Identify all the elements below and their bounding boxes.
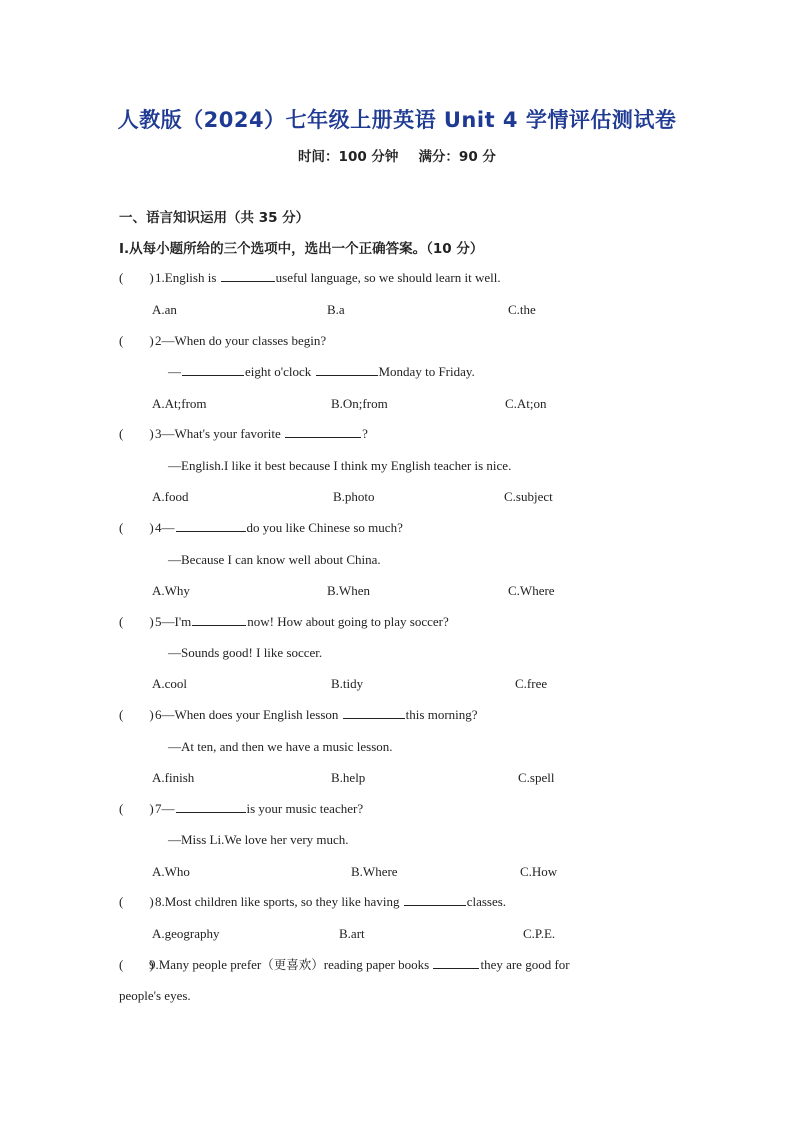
answer-blank[interactable] <box>404 892 466 906</box>
question-9: ( )9.Many people prefer（更喜欢）reading paper books they are good for <box>119 955 570 975</box>
option-b: B.a <box>327 302 345 317</box>
option-b: B.art <box>339 926 365 941</box>
answer-blank[interactable] <box>176 518 246 532</box>
question-7-reply: —Miss Li.We love her very much. <box>168 832 349 847</box>
option-b: B.Where <box>351 864 398 879</box>
question-5: ( )5—I'm now! How about going to play soccer? <box>119 612 449 632</box>
answer-parentheses[interactable]: ( ) <box>119 801 154 816</box>
option-b: B.When <box>327 583 370 598</box>
question-4-reply: —Because I can know well about China. <box>168 552 381 567</box>
answer-parentheses[interactable]: ( ) <box>119 520 154 535</box>
option-a: A.At;from <box>152 396 207 411</box>
option-b: B.On;from <box>331 396 388 411</box>
total-score: 满分：90 分 <box>418 149 496 165</box>
answer-parentheses[interactable]: ( ) <box>119 270 154 285</box>
section-instruction: I.从每小题所给的三个选项中，选出一个正确答案。（10 分） <box>119 241 484 257</box>
answer-blank[interactable] <box>285 424 361 438</box>
option-b: B.photo <box>333 489 375 504</box>
option-b: B.help <box>331 770 366 785</box>
question-3-reply: —English.I like it best because I think my English teacher is nice. <box>168 458 512 473</box>
option-c: C.the <box>508 302 536 317</box>
question-4: ( )4— do you like Chinese so much? <box>119 518 403 538</box>
answer-parentheses[interactable]: ( ) <box>119 894 154 909</box>
question-8: ( )8.Most children like sports, so they like having classes. <box>119 892 506 912</box>
answer-parentheses[interactable]: ( ) <box>119 426 154 441</box>
answer-parentheses[interactable]: ( ) <box>119 957 154 972</box>
option-a: A.Who <box>152 864 190 879</box>
question-1: ( )1.English is useful language, so we should learn it well. <box>119 268 501 288</box>
exam-meta <box>0 145 794 165</box>
option-a: A.Why <box>152 583 190 598</box>
option-c: C.At;on <box>505 396 547 411</box>
question-5-reply: —Sounds good! I like soccer. <box>168 645 323 660</box>
answer-blank[interactable] <box>433 955 479 969</box>
answer-parentheses[interactable]: ( ) <box>119 333 154 348</box>
question-6: ( )6—When does your English lesson this morning? <box>119 705 478 725</box>
option-c: C.subject <box>504 489 553 504</box>
question-7: ( )7— is your music teacher? <box>119 799 363 819</box>
option-b: B.tidy <box>331 676 364 691</box>
option-c: C.free <box>515 676 548 691</box>
option-a: A.cool <box>152 676 188 691</box>
answer-blank[interactable] <box>176 799 246 813</box>
question-6-reply: —At ten, and then we have a music lesson. <box>168 739 393 754</box>
page-title: 人教版（2024）七年级上册英语 Unit 4 学情评估测试卷 <box>117 108 677 132</box>
question-3: ( )3—What's your favorite ? <box>119 424 368 444</box>
answer-parentheses[interactable]: ( ) <box>119 707 154 722</box>
answer-blank[interactable] <box>343 705 405 719</box>
answer-blank[interactable] <box>316 362 378 376</box>
option-a: A.geography <box>152 926 220 941</box>
answer-blank[interactable] <box>182 362 244 376</box>
option-a: A.food <box>152 489 189 504</box>
answer-blank[interactable] <box>221 268 275 282</box>
question-2-reply: — eight o'clock Monday to Friday. <box>168 364 475 379</box>
option-c: C.P.E. <box>523 926 556 941</box>
option-a: A.finish <box>152 770 195 785</box>
option-c: C.Where <box>508 583 555 598</box>
answer-blank[interactable] <box>192 612 246 626</box>
question-2: ( )2—When do your classes begin? <box>119 331 326 351</box>
option-c: C.spell <box>518 770 555 785</box>
answer-parentheses[interactable]: ( ) <box>119 614 154 629</box>
time-limit: 时间：100 分钟 <box>298 149 399 165</box>
option-a: A.an <box>152 302 177 317</box>
section-heading: 一、语言知识运用（共 35 分） <box>119 210 310 226</box>
option-c: C.How <box>520 864 558 879</box>
question-9-continued: people's eyes. <box>119 988 191 1003</box>
